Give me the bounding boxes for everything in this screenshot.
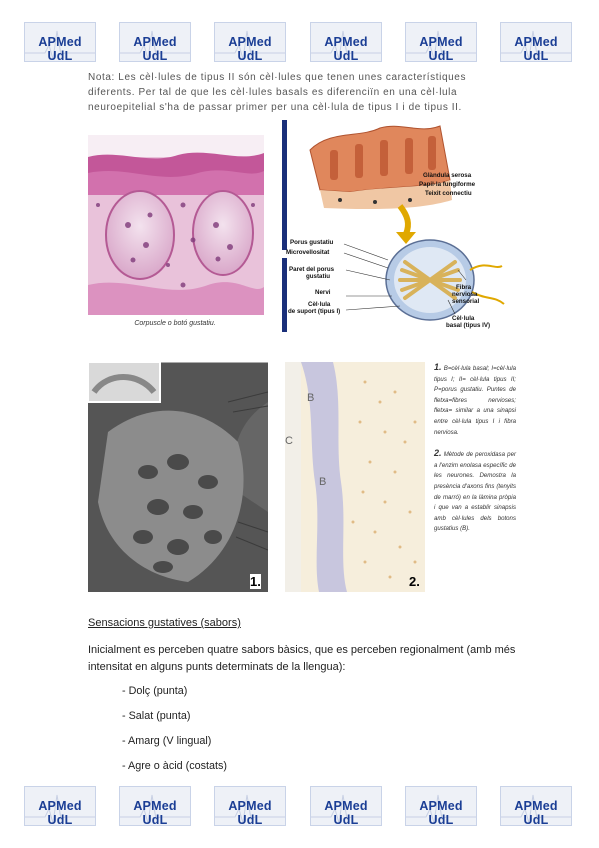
apmed-logo: APMed UdL: [310, 22, 382, 62]
apmed-logo: APMed UdL: [500, 786, 572, 826]
figure1-caption: Corpuscle o botó gustatiu.: [134, 320, 216, 327]
apmed-logo: APMed UdL: [500, 22, 572, 62]
section-intro: Inicialment es perceben quatre sabors bàsics, que es perceben regionalment (amb més intensitat en alguns punts determinats de la llengua):: [88, 644, 516, 673]
letter-b-lower: B: [319, 476, 327, 488]
apmed-logo: APMed UdL: [214, 786, 286, 826]
electron-micrograph: [88, 362, 268, 592]
section-heading: Sensacions gustatives (sabors): [88, 617, 241, 629]
apmed-logo: APMed UdL: [119, 22, 191, 62]
footer-logos: [0, 786, 599, 826]
label-teixit: Teixit connectiu: [425, 190, 472, 197]
label-nervi: Nervi: [315, 289, 331, 296]
note-1: 1. B=cèl·lula basal; I=cèl·lula tipus I; II= cèl·lula tipus II; P=porus gustatiu. Puntes de fletxa=fibres nervioses; fletxa= similar a una sinapsi entre cèl·lula tipus I i fibra nerviosa.: [434, 362, 516, 436]
label-fibra-1: Fibra: [456, 284, 472, 291]
panel-number-1: 1.: [250, 574, 261, 589]
taste-bud-histology-image: [88, 135, 264, 315]
apmed-logo: APMed UdL: [310, 786, 382, 826]
peroxidase-micrograph: [285, 362, 425, 592]
header-logos: [0, 22, 599, 62]
apmed-logo: APMed UdL: [405, 786, 477, 826]
label-fibra-3: sensorial: [452, 298, 480, 305]
apmed-logo: APMed UdL: [24, 786, 96, 826]
label-paret-2: gustatiu: [306, 273, 331, 280]
letter-c: C: [285, 435, 293, 447]
label-basal-2: basal (tipus IV): [446, 322, 491, 329]
label-papil: Papil·la fungiforme: [419, 181, 476, 188]
micrograph-notes: [434, 362, 516, 545]
letter-b-upper: B: [307, 392, 315, 404]
apmed-logo: APMed UdL: [119, 786, 191, 826]
label-fibra-2: nerviosa: [452, 291, 478, 298]
apmed-logo: APMed UdL: [24, 22, 96, 62]
apmed-logo: APMed UdL: [214, 22, 286, 62]
apmed-logo: APMed UdL: [405, 22, 477, 62]
label-suport-1: Cèl·lula: [308, 301, 331, 308]
note-paragraph: Nota: Les cèl·lules de tipus II són cèl·lules que tenen unes característiques diferents. Per tal de que les cèl·lules basals es diferenciïn en una cèl·lula neuroepitelial s'ha de passar primer per una cèl·lula de tipus I i de tipus II.: [88, 72, 467, 113]
list-item: - Agre o àcid (costats): [122, 760, 228, 772]
label-suport-2: de suport (tipus I): [288, 308, 341, 315]
label-basal-1: Cèl·lula: [452, 315, 475, 322]
list-item: - Amarg (V lingual): [122, 735, 212, 747]
panel-number-2: 2.: [409, 574, 420, 589]
label-paret-1: Paret del porus: [289, 266, 335, 273]
taste-bud-diagram: [280, 120, 516, 332]
label-microvellositat: Microvellositat: [286, 249, 330, 256]
list-item: - Dolç (punta): [122, 685, 188, 697]
note-2: 2. Mètode de peroxidasa per a l'enzim enolasa específic de les neurones. Demostra la presència d'axons fins (tenyits de marró) en la làmina pròpia i que van a establir sinapsis amb cèl·lules dels botons gustatius (B).: [434, 448, 516, 533]
taste-list: [122, 683, 227, 783]
label-porus: Porus gustatiu: [290, 239, 334, 246]
list-item: - Salat (punta): [122, 710, 191, 722]
label-glandula: Glàndula serosa: [423, 172, 472, 179]
